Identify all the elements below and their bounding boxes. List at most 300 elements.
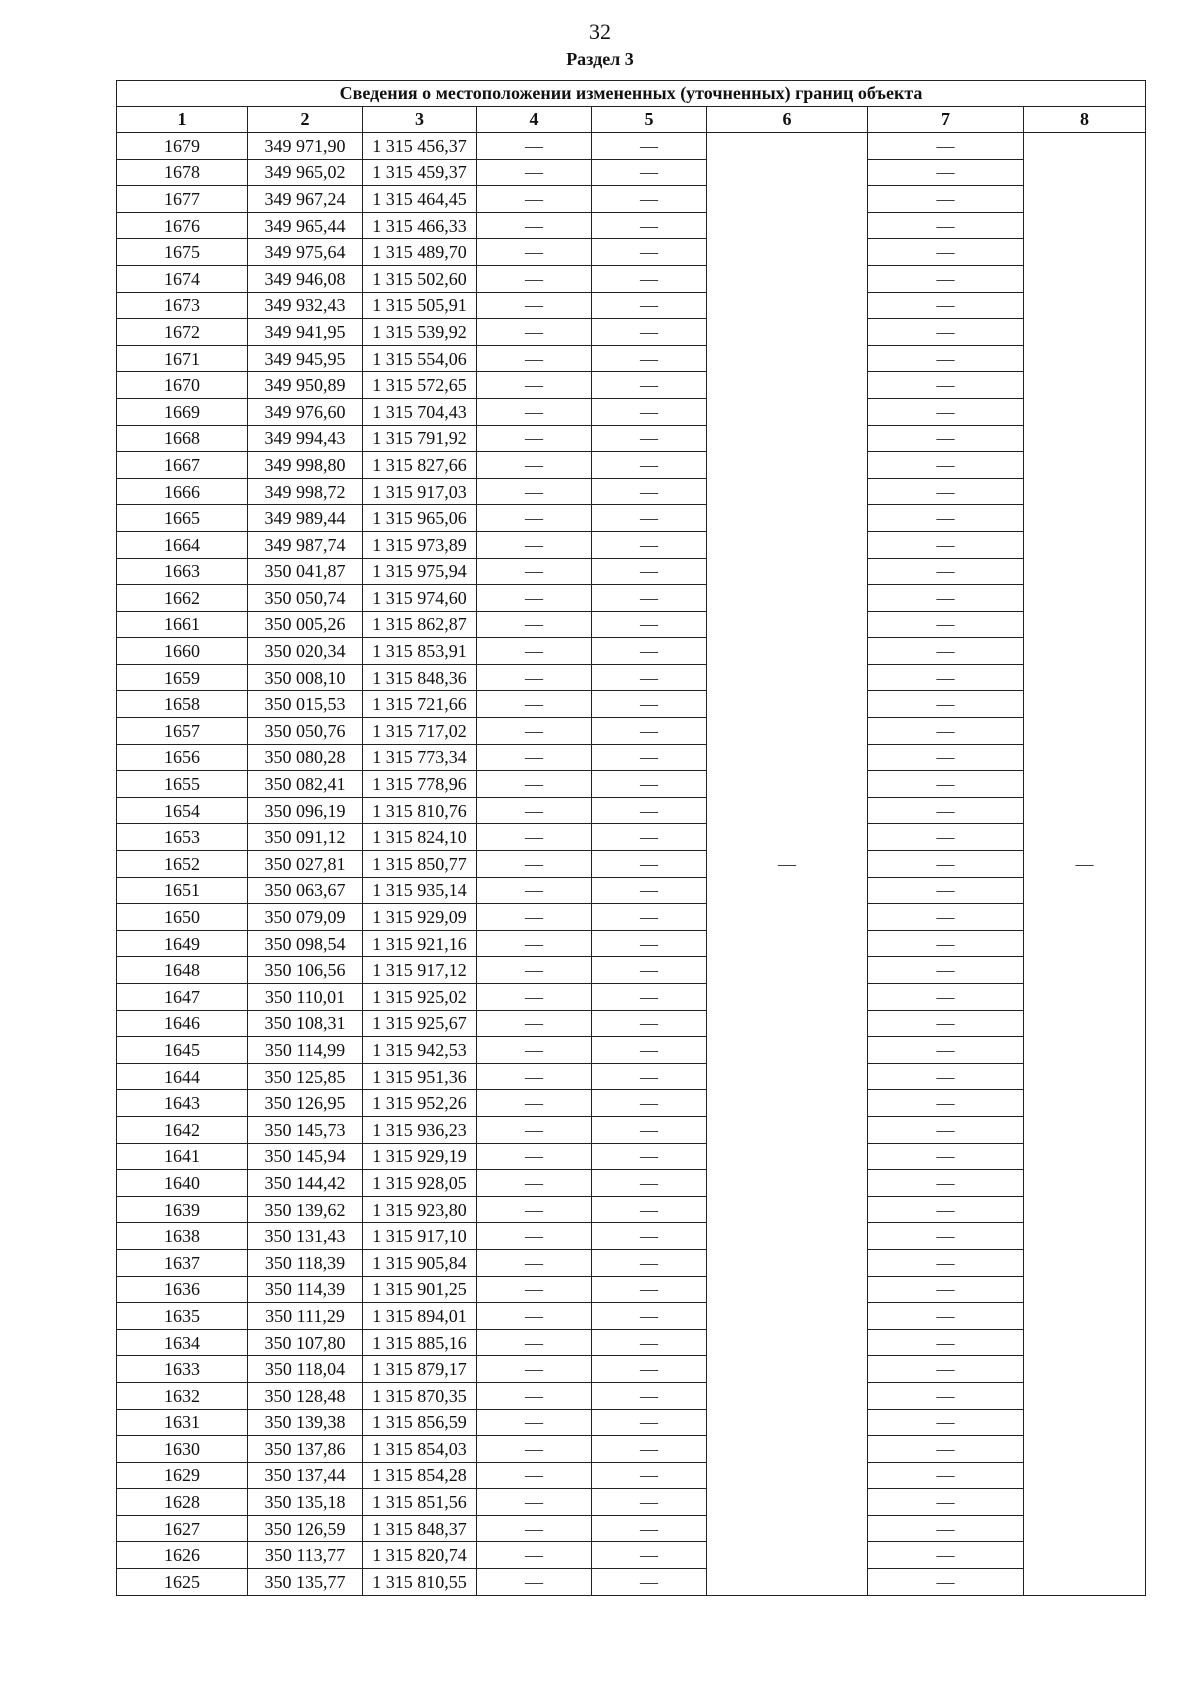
y-coordinate: 1 315 923,80 (363, 1196, 477, 1223)
col-7-value: — (868, 1249, 1024, 1276)
col-7-value: — (868, 1037, 1024, 1064)
col-5-value: — (592, 239, 707, 266)
point-number: 1641 (117, 1143, 248, 1170)
x-coordinate: 349 998,80 (248, 452, 363, 479)
col-7-value: — (868, 1170, 1024, 1197)
col-4-value: — (477, 186, 592, 213)
x-coordinate: 349 987,74 (248, 531, 363, 558)
y-coordinate: 1 315 885,16 (363, 1329, 477, 1356)
col-7-value: — (868, 824, 1024, 851)
col-4-value: — (477, 212, 592, 239)
table-row (117, 585, 1146, 612)
col-4-value: — (477, 1515, 592, 1542)
col-4-value: — (477, 1489, 592, 1516)
point-number: 1633 (117, 1356, 248, 1383)
x-coordinate: 349 971,90 (248, 133, 363, 160)
col-4-value: — (477, 265, 592, 292)
x-coordinate: 349 950,89 (248, 372, 363, 399)
table-row (117, 133, 1146, 160)
point-number: 1651 (117, 877, 248, 904)
y-coordinate: 1 315 854,28 (363, 1462, 477, 1489)
y-coordinate: 1 315 489,70 (363, 239, 477, 266)
col-7-value: — (868, 1356, 1024, 1383)
col-4-value: — (477, 531, 592, 558)
col-5-value: — (592, 531, 707, 558)
table-row (117, 505, 1146, 532)
col-7-value: — (868, 265, 1024, 292)
col-7-value: — (868, 1116, 1024, 1143)
col-5-value: — (592, 744, 707, 771)
point-number: 1640 (117, 1170, 248, 1197)
x-coordinate: 350 137,86 (248, 1436, 363, 1463)
x-coordinate: 350 118,04 (248, 1356, 363, 1383)
x-coordinate: 350 111,29 (248, 1303, 363, 1330)
x-coordinate: 350 126,59 (248, 1515, 363, 1542)
col-7-value: — (868, 558, 1024, 585)
column-number: 2 (248, 107, 363, 133)
col-5-value: — (592, 505, 707, 532)
y-coordinate: 1 315 848,36 (363, 664, 477, 691)
col-4-value: — (477, 877, 592, 904)
y-coordinate: 1 315 850,77 (363, 851, 477, 878)
col-5-value: — (592, 824, 707, 851)
col-4-value: — (477, 1223, 592, 1250)
table-row (117, 718, 1146, 745)
col-5-value: — (592, 691, 707, 718)
point-number: 1658 (117, 691, 248, 718)
col-4-value: — (477, 478, 592, 505)
col-5-value: — (592, 611, 707, 638)
x-coordinate: 350 118,39 (248, 1249, 363, 1276)
col-5-value: — (592, 664, 707, 691)
col-7-value: — (868, 771, 1024, 798)
point-number: 1670 (117, 372, 248, 399)
column-number: 3 (363, 107, 477, 133)
col-7-value: — (868, 1462, 1024, 1489)
col-4-value: — (477, 771, 592, 798)
table-row (117, 1329, 1146, 1356)
table-row (117, 797, 1146, 824)
col-7-value: — (868, 1329, 1024, 1356)
column-number-row (117, 107, 1146, 133)
col-5-value: — (592, 1010, 707, 1037)
x-coordinate: 350 108,31 (248, 1010, 363, 1037)
x-coordinate: 349 989,44 (248, 505, 363, 532)
x-coordinate: 350 145,73 (248, 1116, 363, 1143)
table-row (117, 452, 1146, 479)
point-number: 1653 (117, 824, 248, 851)
x-coordinate: 349 945,95 (248, 345, 363, 372)
col-5-value: — (592, 478, 707, 505)
x-coordinate: 349 941,95 (248, 319, 363, 346)
col-7-value: — (868, 877, 1024, 904)
col-4-value: — (477, 824, 592, 851)
point-number: 1636 (117, 1276, 248, 1303)
point-number: 1637 (117, 1249, 248, 1276)
table-row (117, 398, 1146, 425)
col-7-value: — (868, 664, 1024, 691)
y-coordinate: 1 315 921,16 (363, 930, 477, 957)
col-4-value: — (477, 957, 592, 984)
y-coordinate: 1 315 856,59 (363, 1409, 477, 1436)
col-5-value: — (592, 1542, 707, 1569)
table-row (117, 1515, 1146, 1542)
table-row (117, 1436, 1146, 1463)
table-row (117, 1090, 1146, 1117)
table-row (117, 1196, 1146, 1223)
col-7-value: — (868, 744, 1024, 771)
col-5-value: — (592, 159, 707, 186)
table-row (117, 930, 1146, 957)
point-number: 1626 (117, 1542, 248, 1569)
y-coordinate: 1 315 459,37 (363, 159, 477, 186)
col-4-value: — (477, 1382, 592, 1409)
point-number: 1659 (117, 664, 248, 691)
x-coordinate: 350 144,42 (248, 1170, 363, 1197)
col-7-value: — (868, 957, 1024, 984)
y-coordinate: 1 315 554,06 (363, 345, 477, 372)
col-4-value: — (477, 585, 592, 612)
table-row (117, 904, 1146, 931)
point-number: 1644 (117, 1063, 248, 1090)
table-row (117, 531, 1146, 558)
x-coordinate: 349 965,44 (248, 212, 363, 239)
column-number: 8 (1024, 107, 1146, 133)
table-row (117, 1143, 1146, 1170)
point-number: 1632 (117, 1382, 248, 1409)
col-7-value: — (868, 1010, 1024, 1037)
col-7-value: — (868, 797, 1024, 824)
y-coordinate: 1 315 854,03 (363, 1436, 477, 1463)
col-5-value: — (592, 452, 707, 479)
col-5-value: — (592, 1489, 707, 1516)
y-coordinate: 1 315 901,25 (363, 1276, 477, 1303)
x-coordinate: 350 008,10 (248, 664, 363, 691)
point-number: 1671 (117, 345, 248, 372)
x-coordinate: 350 137,44 (248, 1462, 363, 1489)
point-number: 1663 (117, 558, 248, 585)
y-coordinate: 1 315 717,02 (363, 718, 477, 745)
col-5-value: — (592, 186, 707, 213)
table-row (117, 1303, 1146, 1330)
col-5-value: — (592, 1436, 707, 1463)
y-coordinate: 1 315 810,55 (363, 1569, 477, 1596)
col-4-value: — (477, 1170, 592, 1197)
x-coordinate: 349 946,08 (248, 265, 363, 292)
col-7-value: — (868, 638, 1024, 665)
x-coordinate: 350 107,80 (248, 1329, 363, 1356)
col-7-value: — (868, 1409, 1024, 1436)
col-7-value: — (868, 398, 1024, 425)
y-coordinate: 1 315 848,37 (363, 1515, 477, 1542)
col-5-value: — (592, 638, 707, 665)
table-row (117, 319, 1146, 346)
point-number: 1639 (117, 1196, 248, 1223)
x-coordinate: 350 139,62 (248, 1196, 363, 1223)
col-5-value: — (592, 425, 707, 452)
table-row (117, 1462, 1146, 1489)
y-coordinate: 1 315 827,66 (363, 452, 477, 479)
y-coordinate: 1 315 928,05 (363, 1170, 477, 1197)
col-4-value: — (477, 718, 592, 745)
col-4-value: — (477, 1356, 592, 1383)
col-5-value: — (592, 851, 707, 878)
column-number: 1 (117, 107, 248, 133)
col-7-value: — (868, 531, 1024, 558)
table-row (117, 345, 1146, 372)
x-coordinate: 350 027,81 (248, 851, 363, 878)
col-7-value: — (868, 718, 1024, 745)
x-coordinate: 350 106,56 (248, 957, 363, 984)
table-row (117, 239, 1146, 266)
x-coordinate: 350 041,87 (248, 558, 363, 585)
col-7-value: — (868, 611, 1024, 638)
table-row (117, 1356, 1146, 1383)
col-7-value: — (868, 1515, 1024, 1542)
col-7-value: — (868, 186, 1024, 213)
col-5-value: — (592, 558, 707, 585)
col-4-value: — (477, 1063, 592, 1090)
col-4-value: — (477, 1569, 592, 1596)
table-row (117, 1037, 1146, 1064)
x-coordinate: 350 126,95 (248, 1090, 363, 1117)
col-8-merged-value: — (1024, 133, 1146, 1596)
point-number: 1655 (117, 771, 248, 798)
point-number: 1673 (117, 292, 248, 319)
col-7-value: — (868, 1143, 1024, 1170)
y-coordinate: 1 315 942,53 (363, 1037, 477, 1064)
y-coordinate: 1 315 952,26 (363, 1090, 477, 1117)
boundary-coordinates-table (116, 80, 1146, 1596)
table-row (117, 425, 1146, 452)
point-number: 1679 (117, 133, 248, 160)
point-number: 1667 (117, 452, 248, 479)
col-7-value: — (868, 425, 1024, 452)
y-coordinate: 1 315 853,91 (363, 638, 477, 665)
point-number: 1643 (117, 1090, 248, 1117)
col-7-value: — (868, 212, 1024, 239)
col-4-value: — (477, 1303, 592, 1330)
x-coordinate: 349 932,43 (248, 292, 363, 319)
col-4-value: — (477, 1143, 592, 1170)
y-coordinate: 1 315 925,67 (363, 1010, 477, 1037)
col-4-value: — (477, 319, 592, 346)
col-4-value: — (477, 1409, 592, 1436)
col-4-value: — (477, 1436, 592, 1463)
table-row (117, 159, 1146, 186)
table-caption: Сведения о местоположении измененных (уточненных) границ объекта (117, 81, 1146, 107)
col-5-value: — (592, 930, 707, 957)
col-5-value: — (592, 265, 707, 292)
col-7-value: — (868, 505, 1024, 532)
y-coordinate: 1 315 824,10 (363, 824, 477, 851)
table-row (117, 1249, 1146, 1276)
point-number: 1656 (117, 744, 248, 771)
table-row (117, 957, 1146, 984)
col-5-value: — (592, 1569, 707, 1596)
point-number: 1650 (117, 904, 248, 931)
point-number: 1654 (117, 797, 248, 824)
col-6-merged-value: — (707, 133, 868, 1596)
y-coordinate: 1 315 464,45 (363, 186, 477, 213)
col-7-value: — (868, 851, 1024, 878)
col-4-value: — (477, 1249, 592, 1276)
col-7-value: — (868, 452, 1024, 479)
col-4-value: — (477, 505, 592, 532)
x-coordinate: 350 082,41 (248, 771, 363, 798)
col-5-value: — (592, 319, 707, 346)
y-coordinate: 1 315 929,09 (363, 904, 477, 931)
y-coordinate: 1 315 778,96 (363, 771, 477, 798)
col-7-value: — (868, 691, 1024, 718)
col-7-value: — (868, 1196, 1024, 1223)
col-4-value: — (477, 611, 592, 638)
point-number: 1657 (117, 718, 248, 745)
col-7-value: — (868, 159, 1024, 186)
x-coordinate: 350 128,48 (248, 1382, 363, 1409)
table-row (117, 1223, 1146, 1250)
col-5-value: — (592, 797, 707, 824)
x-coordinate: 350 015,53 (248, 691, 363, 718)
col-5-value: — (592, 1170, 707, 1197)
table-row (117, 1382, 1146, 1409)
col-7-value: — (868, 1223, 1024, 1250)
x-coordinate: 350 113,77 (248, 1542, 363, 1569)
col-4-value: — (477, 1037, 592, 1064)
table-row (117, 1542, 1146, 1569)
y-coordinate: 1 315 929,19 (363, 1143, 477, 1170)
table-caption-row (117, 81, 1146, 107)
col-4-value: — (477, 558, 592, 585)
col-7-value: — (868, 319, 1024, 346)
y-coordinate: 1 315 851,56 (363, 1489, 477, 1516)
col-5-value: — (592, 1382, 707, 1409)
point-number: 1648 (117, 957, 248, 984)
table-row (117, 824, 1146, 851)
point-number: 1631 (117, 1409, 248, 1436)
column-number: 7 (868, 107, 1024, 133)
point-number: 1678 (117, 159, 248, 186)
y-coordinate: 1 315 773,34 (363, 744, 477, 771)
col-5-value: — (592, 1356, 707, 1383)
x-coordinate: 349 967,24 (248, 186, 363, 213)
x-coordinate: 350 091,12 (248, 824, 363, 851)
y-coordinate: 1 315 870,35 (363, 1382, 477, 1409)
y-coordinate: 1 315 810,76 (363, 797, 477, 824)
x-coordinate: 350 114,99 (248, 1037, 363, 1064)
y-coordinate: 1 315 456,37 (363, 133, 477, 160)
col-4-value: — (477, 1090, 592, 1117)
col-4-value: — (477, 425, 592, 452)
y-coordinate: 1 315 572,65 (363, 372, 477, 399)
table-row (117, 186, 1146, 213)
col-4-value: — (477, 638, 592, 665)
y-coordinate: 1 315 974,60 (363, 585, 477, 612)
col-7-value: — (868, 1303, 1024, 1330)
col-7-value: — (868, 585, 1024, 612)
col-7-value: — (868, 133, 1024, 160)
x-coordinate: 350 114,39 (248, 1276, 363, 1303)
table-row (117, 1170, 1146, 1197)
page-number: 32 (589, 19, 611, 44)
table-row (117, 292, 1146, 319)
col-4-value: — (477, 984, 592, 1011)
x-coordinate: 349 965,02 (248, 159, 363, 186)
col-4-value: — (477, 239, 592, 266)
col-7-value: — (868, 930, 1024, 957)
x-coordinate: 350 080,28 (248, 744, 363, 771)
col-7-value: — (868, 478, 1024, 505)
col-4-value: — (477, 930, 592, 957)
col-7-value: — (868, 984, 1024, 1011)
col-7-value: — (868, 904, 1024, 931)
col-5-value: — (592, 1515, 707, 1542)
col-4-value: — (477, 1329, 592, 1356)
table-row (117, 1063, 1146, 1090)
table-row (117, 1010, 1146, 1037)
y-coordinate: 1 315 936,23 (363, 1116, 477, 1143)
point-number: 1642 (117, 1116, 248, 1143)
col-7-value: — (868, 292, 1024, 319)
point-number: 1628 (117, 1489, 248, 1516)
point-number: 1676 (117, 212, 248, 239)
point-number: 1652 (117, 851, 248, 878)
point-number: 1672 (117, 319, 248, 346)
table-row (117, 558, 1146, 585)
col-4-value: — (477, 159, 592, 186)
y-coordinate: 1 315 975,94 (363, 558, 477, 585)
col-4-value: — (477, 398, 592, 425)
y-coordinate: 1 315 917,12 (363, 957, 477, 984)
table-row (117, 1276, 1146, 1303)
col-4-value: — (477, 744, 592, 771)
col-4-value: — (477, 664, 592, 691)
x-coordinate: 350 125,85 (248, 1063, 363, 1090)
x-coordinate: 350 139,38 (248, 1409, 363, 1436)
table-row (117, 478, 1146, 505)
table-row (117, 1569, 1146, 1596)
x-coordinate: 350 050,74 (248, 585, 363, 612)
point-number: 1645 (117, 1037, 248, 1064)
x-coordinate: 350 063,67 (248, 877, 363, 904)
y-coordinate: 1 315 935,14 (363, 877, 477, 904)
col-7-value: — (868, 345, 1024, 372)
point-number: 1677 (117, 186, 248, 213)
point-number: 1666 (117, 478, 248, 505)
column-number: 5 (592, 107, 707, 133)
col-5-value: — (592, 877, 707, 904)
col-5-value: — (592, 398, 707, 425)
col-5-value: — (592, 1409, 707, 1436)
point-number: 1635 (117, 1303, 248, 1330)
col-7-value: — (868, 1276, 1024, 1303)
col-7-value: — (868, 372, 1024, 399)
y-coordinate: 1 315 965,06 (363, 505, 477, 532)
y-coordinate: 1 315 894,01 (363, 1303, 477, 1330)
col-5-value: — (592, 585, 707, 612)
col-5-value: — (592, 212, 707, 239)
col-5-value: — (592, 1116, 707, 1143)
col-4-value: — (477, 1276, 592, 1303)
col-5-value: — (592, 292, 707, 319)
col-7-value: — (868, 1569, 1024, 1596)
x-coordinate: 349 976,60 (248, 398, 363, 425)
y-coordinate: 1 315 905,84 (363, 1249, 477, 1276)
y-coordinate: 1 315 951,36 (363, 1063, 477, 1090)
table-row (117, 265, 1146, 292)
col-5-value: — (592, 771, 707, 798)
table-row (117, 638, 1146, 665)
